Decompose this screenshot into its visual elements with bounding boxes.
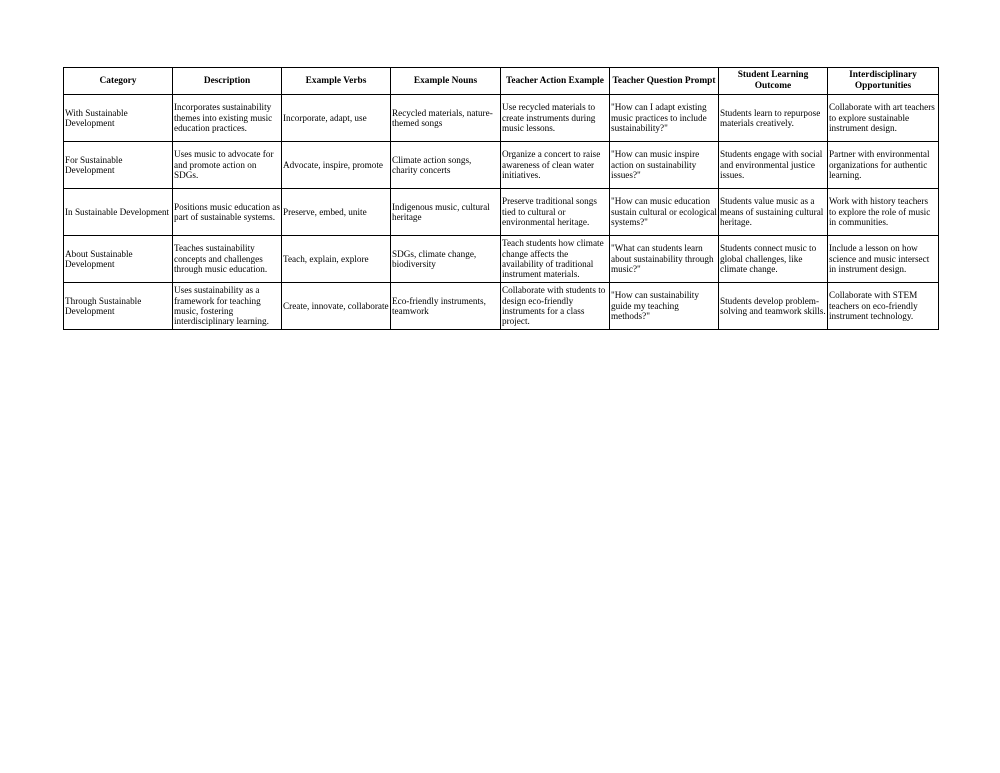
- cell-teacher-action: Organize a concert to raise awareness of clean water initiatives.: [501, 142, 610, 189]
- cell-student-outcome: Students connect music to global challenges, like climate change.: [719, 236, 828, 283]
- table-row: [64, 95, 939, 142]
- cell-example-verbs: Teach, explain, explore: [282, 236, 391, 283]
- cell-teacher-question: "How can sustainability guide my teaching methods?": [610, 283, 719, 330]
- cell-student-outcome: Students develop problem-solving and teamwork skills.: [719, 283, 828, 330]
- table-row: [64, 142, 939, 189]
- table-row: [64, 189, 939, 236]
- cell-teacher-action: Collaborate with students to design eco-friendly instruments for a class project.: [501, 283, 610, 330]
- cell-description: Incorporates sustainability themes into existing music education practices.: [173, 95, 282, 142]
- table-header-row: [64, 68, 939, 95]
- cell-category: With Sustainable Development: [64, 95, 173, 142]
- cell-example-nouns: SDGs, climate change, biodiversity: [391, 236, 501, 283]
- header-category: Category: [64, 68, 173, 95]
- cell-description: Uses sustainability as a framework for teaching music, fostering interdisciplinary learning.: [173, 283, 282, 330]
- header-example-nouns: Example Nouns: [391, 68, 501, 95]
- cell-student-outcome: Students engage with social and environmental justice issues.: [719, 142, 828, 189]
- cell-category: For Sustainable Development: [64, 142, 173, 189]
- cell-interdisciplinary: Partner with environmental organizations for authentic learning.: [828, 142, 939, 189]
- cell-example-verbs: Advocate, inspire, promote: [282, 142, 391, 189]
- cell-teacher-question: "How can music education sustain cultural or ecological systems?": [610, 189, 719, 236]
- cell-category: About Sustainable Development: [64, 236, 173, 283]
- cell-description: Positions music education as part of sustainable systems.: [173, 189, 282, 236]
- cell-category: In Sustainable Development: [64, 189, 173, 236]
- cell-student-outcome: Students learn to repurpose materials creatively.: [719, 95, 828, 142]
- cell-teacher-action: Use recycled materials to create instruments during music lessons.: [501, 95, 610, 142]
- cell-interdisciplinary: Collaborate with STEM teachers on eco-friendly instrument technology.: [828, 283, 939, 330]
- sustainability-music-education-table: [63, 67, 939, 330]
- cell-example-verbs: Create, innovate, collaborate: [282, 283, 391, 330]
- header-example-verbs: Example Verbs: [282, 68, 391, 95]
- cell-example-nouns: Indigenous music, cultural heritage: [391, 189, 501, 236]
- header-student-learning-outcome: Student Learning Outcome: [719, 68, 828, 95]
- cell-category: Through Sustainable Development: [64, 283, 173, 330]
- cell-teacher-question: "How can music inspire action on sustainability issues?": [610, 142, 719, 189]
- header-interdisciplinary-opportunities: Interdisciplinary Opportunities: [828, 68, 939, 95]
- cell-example-nouns: Climate action songs, charity concerts: [391, 142, 501, 189]
- header-description: Description: [173, 68, 282, 95]
- header-teacher-question-prompt: Teacher Question Prompt: [610, 68, 719, 95]
- cell-teacher-action: Preserve traditional songs tied to cultural or environmental heritage.: [501, 189, 610, 236]
- cell-interdisciplinary: Work with history teachers to explore the role of music in communities.: [828, 189, 939, 236]
- cell-interdisciplinary: Include a lesson on how science and music intersect in instrument design.: [828, 236, 939, 283]
- cell-description: Uses music to advocate for and promote action on SDGs.: [173, 142, 282, 189]
- table-row: [64, 283, 939, 330]
- cell-teacher-question: "What can students learn about sustainability through music?": [610, 236, 719, 283]
- cell-description: Teaches sustainability concepts and challenges through music education.: [173, 236, 282, 283]
- header-teacher-action-example: Teacher Action Example: [501, 68, 610, 95]
- cell-teacher-question: "How can I adapt existing music practices to include sustainability?": [610, 95, 719, 142]
- cell-interdisciplinary: Collaborate with art teachers to explore sustainable instrument design.: [828, 95, 939, 142]
- cell-example-verbs: Preserve, embed, unite: [282, 189, 391, 236]
- table-row: [64, 236, 939, 283]
- cell-student-outcome: Students value music as a means of sustaining cultural heritage.: [719, 189, 828, 236]
- cell-example-nouns: Recycled materials, nature-themed songs: [391, 95, 501, 142]
- cell-example-verbs: Incorporate, adapt, use: [282, 95, 391, 142]
- cell-teacher-action: Teach students how climate change affects the availability of traditional instrument materials.: [501, 236, 610, 283]
- cell-example-nouns: Eco-friendly instruments, teamwork: [391, 283, 501, 330]
